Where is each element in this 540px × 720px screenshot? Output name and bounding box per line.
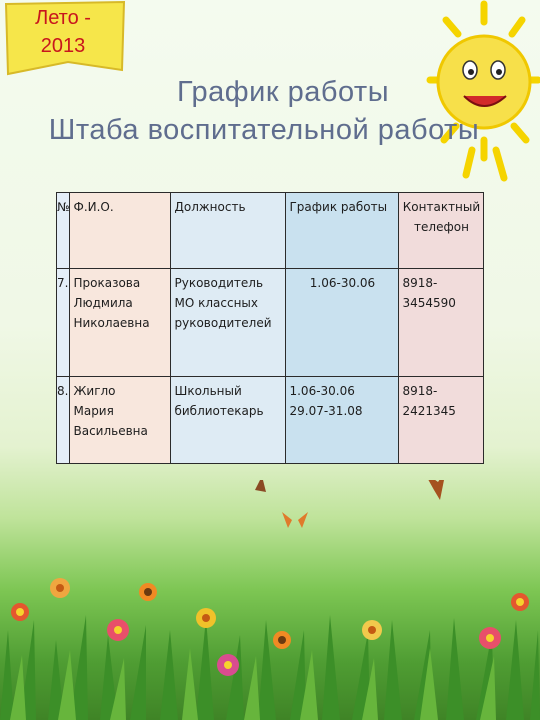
header-number: №: [57, 193, 70, 269]
badge-line2: 2013: [40, 35, 86, 57]
grass-meadow-illustration: [0, 480, 540, 720]
table-row: [57, 377, 484, 464]
header-phone: Контактный телефон: [399, 193, 484, 269]
row-number: 8.: [57, 377, 70, 464]
row-name: Проказова Людмила Николаевна: [70, 269, 171, 377]
row-phone: 8918- 3454590: [399, 269, 484, 377]
title-line1: График работы: [176, 76, 390, 108]
row-name: Жигло Мария Васильевна: [70, 377, 171, 464]
header-schedule: График работы: [286, 193, 399, 269]
row-schedule: 1.06-30.06: [286, 269, 399, 377]
header-name: Ф.И.О.: [70, 193, 171, 269]
row-position: Школьный библиотекарь: [171, 377, 286, 464]
header-position: Должность: [171, 193, 286, 269]
table-header-row: [57, 193, 484, 269]
butterfly-icon: [255, 480, 446, 528]
staff-schedule-table: [56, 192, 484, 464]
row-position: Руководитель МО классных руководителей: [171, 269, 286, 377]
row-phone: 8918- 2421345: [399, 377, 484, 464]
row-schedule: 1.06-30.06 29.07-31.08: [286, 377, 399, 464]
row-number: 7.: [57, 269, 70, 377]
title-line2: Штаба воспитательной работы: [48, 114, 480, 146]
table-row: [57, 269, 484, 377]
badge-line1: Лето -: [35, 7, 91, 29]
year-badge-text: [4, 4, 122, 60]
